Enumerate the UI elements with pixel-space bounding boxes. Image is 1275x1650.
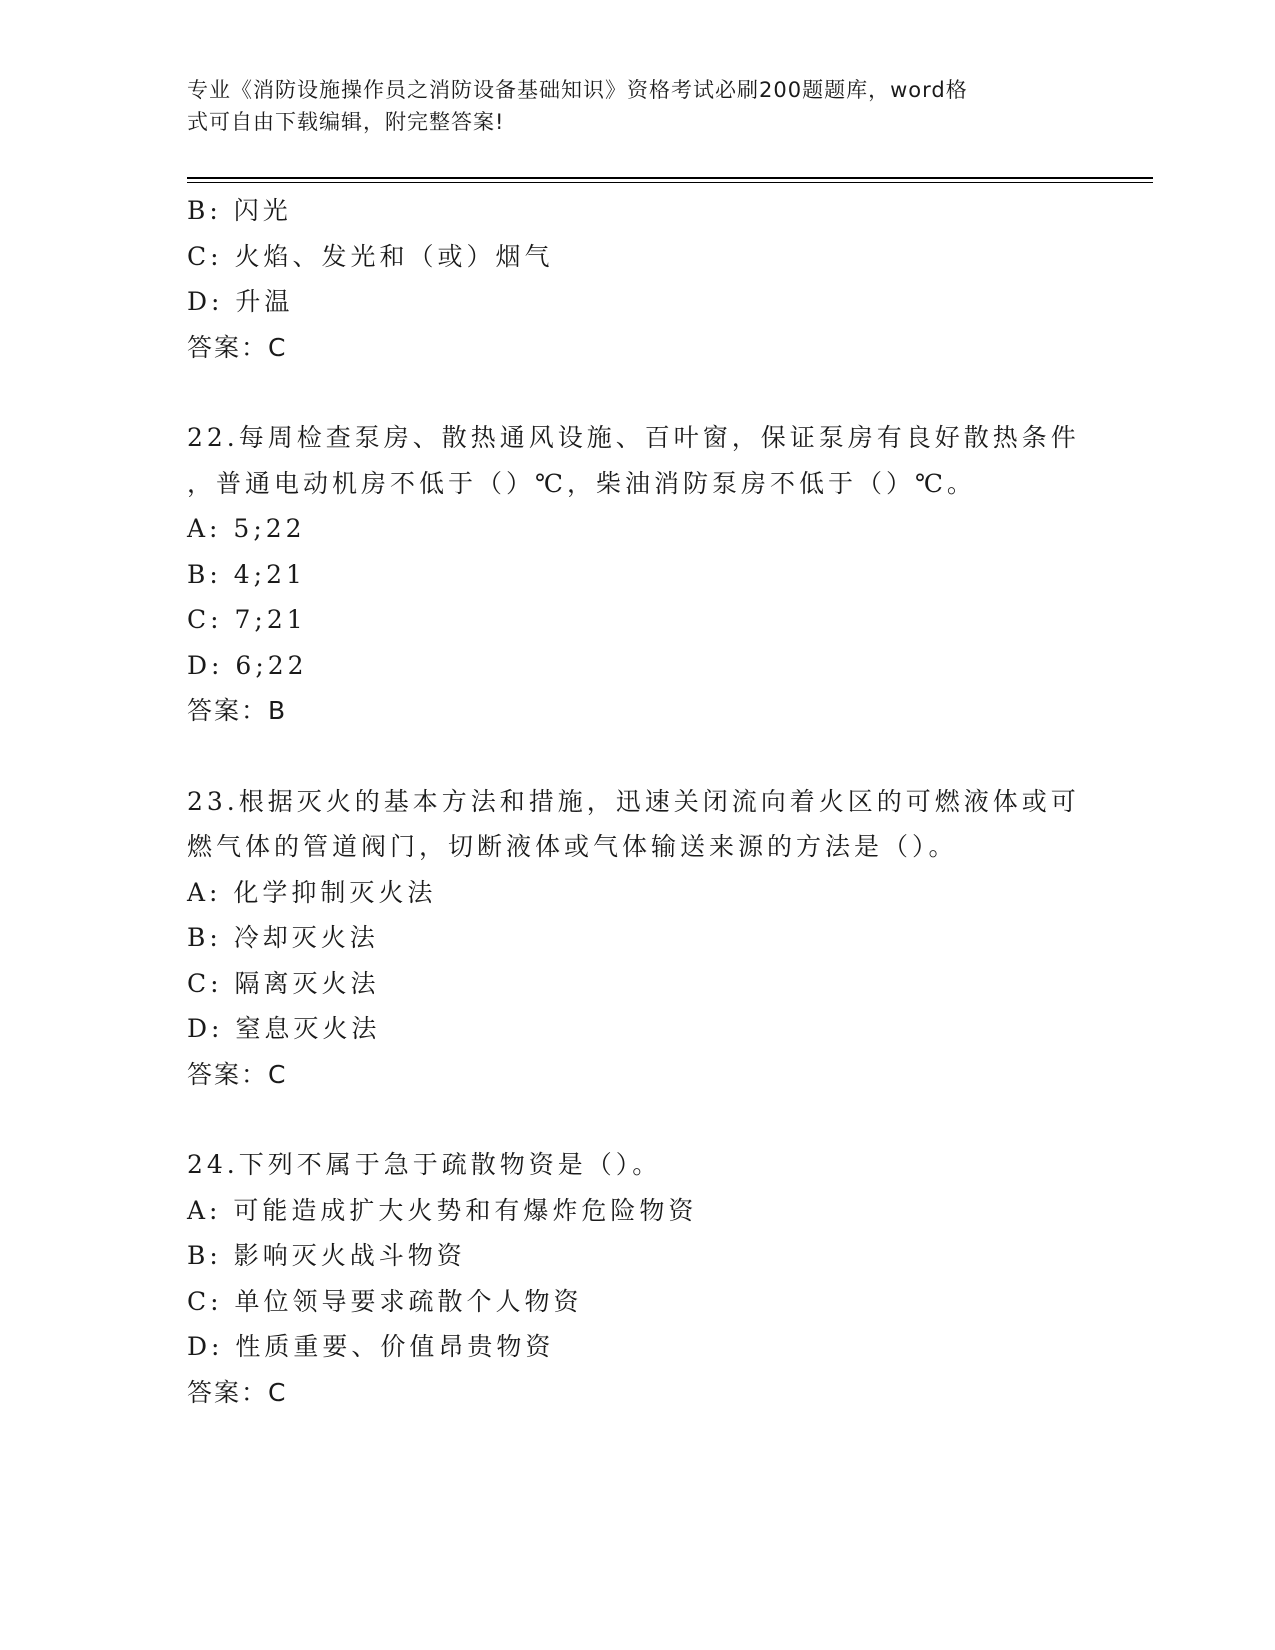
option-d: D: 升温	[187, 287, 294, 316]
question-23	[187, 779, 1087, 1098]
question-stem-line-2: ，普通电动机房不低于（）℃，柴油消防泵房不低于（）℃。	[187, 468, 976, 498]
option-d: D: 性质重要、价值昂贵物资	[187, 1332, 555, 1361]
question-22	[187, 415, 1087, 734]
question-gap	[187, 370, 1087, 415]
option-c: C: 火焰、发光和（或）烟气	[187, 241, 554, 271]
option-c: C: 隔离灭火法	[187, 968, 380, 998]
question-stem-line-1: 23.根据灭火的基本方法和措施，迅速关闭流向着火区的可燃液体或可	[187, 786, 1080, 816]
option-c: C: 7;21	[187, 605, 307, 634]
answer-line: 答案：C	[187, 1377, 288, 1407]
question-list	[187, 188, 1087, 1415]
question-24	[187, 1142, 1087, 1415]
question-stem-line-1: 22.每周检查泵房、散热通风设施、百叶窗，保证泵房有良好散热条件	[187, 423, 1080, 452]
question-stem-line-2: 燃气体的管道阀门，切断液体或气体输送来源的方法是（）。	[187, 832, 958, 861]
option-b: B: 闪光	[187, 196, 292, 225]
option-a: A: 可能造成扩大火势和有爆炸危险物资	[187, 1195, 698, 1225]
option-b: B: 4;21	[187, 559, 306, 589]
option-d: D: 6;22	[187, 650, 308, 680]
option-c: C: 单位领导要求疏散个人物资	[187, 1286, 583, 1316]
option-b: B: 影响灭火战斗物资	[187, 1241, 466, 1270]
header-line-2: 式可自由下载编辑，附完整答案!	[187, 110, 505, 134]
option-a: A: 5;22	[187, 514, 306, 543]
header-rule-thick	[187, 177, 1153, 179]
option-a: A: 化学抑制灭火法	[187, 877, 437, 907]
document-header	[187, 74, 1067, 138]
header-line-1: 专业《消防设施操作员之消防设备基础知识》资格考试必刷200题题库，word格	[187, 78, 968, 102]
option-d: D: 窒息灭火法	[187, 1014, 381, 1043]
option-b: B: 冷却灭火法	[187, 923, 379, 952]
question-gap	[187, 734, 1087, 779]
answer-line: 答案：C	[187, 1059, 288, 1089]
answer-line: 答案：C	[187, 332, 288, 362]
question-stem-line-1: 24.下列不属于急于疏散物资是（）。	[187, 1150, 662, 1179]
question-21-continued	[187, 188, 1087, 370]
question-gap	[187, 1097, 1087, 1142]
answer-line: 答案：B	[187, 696, 288, 725]
header-rule-thin	[187, 182, 1153, 183]
